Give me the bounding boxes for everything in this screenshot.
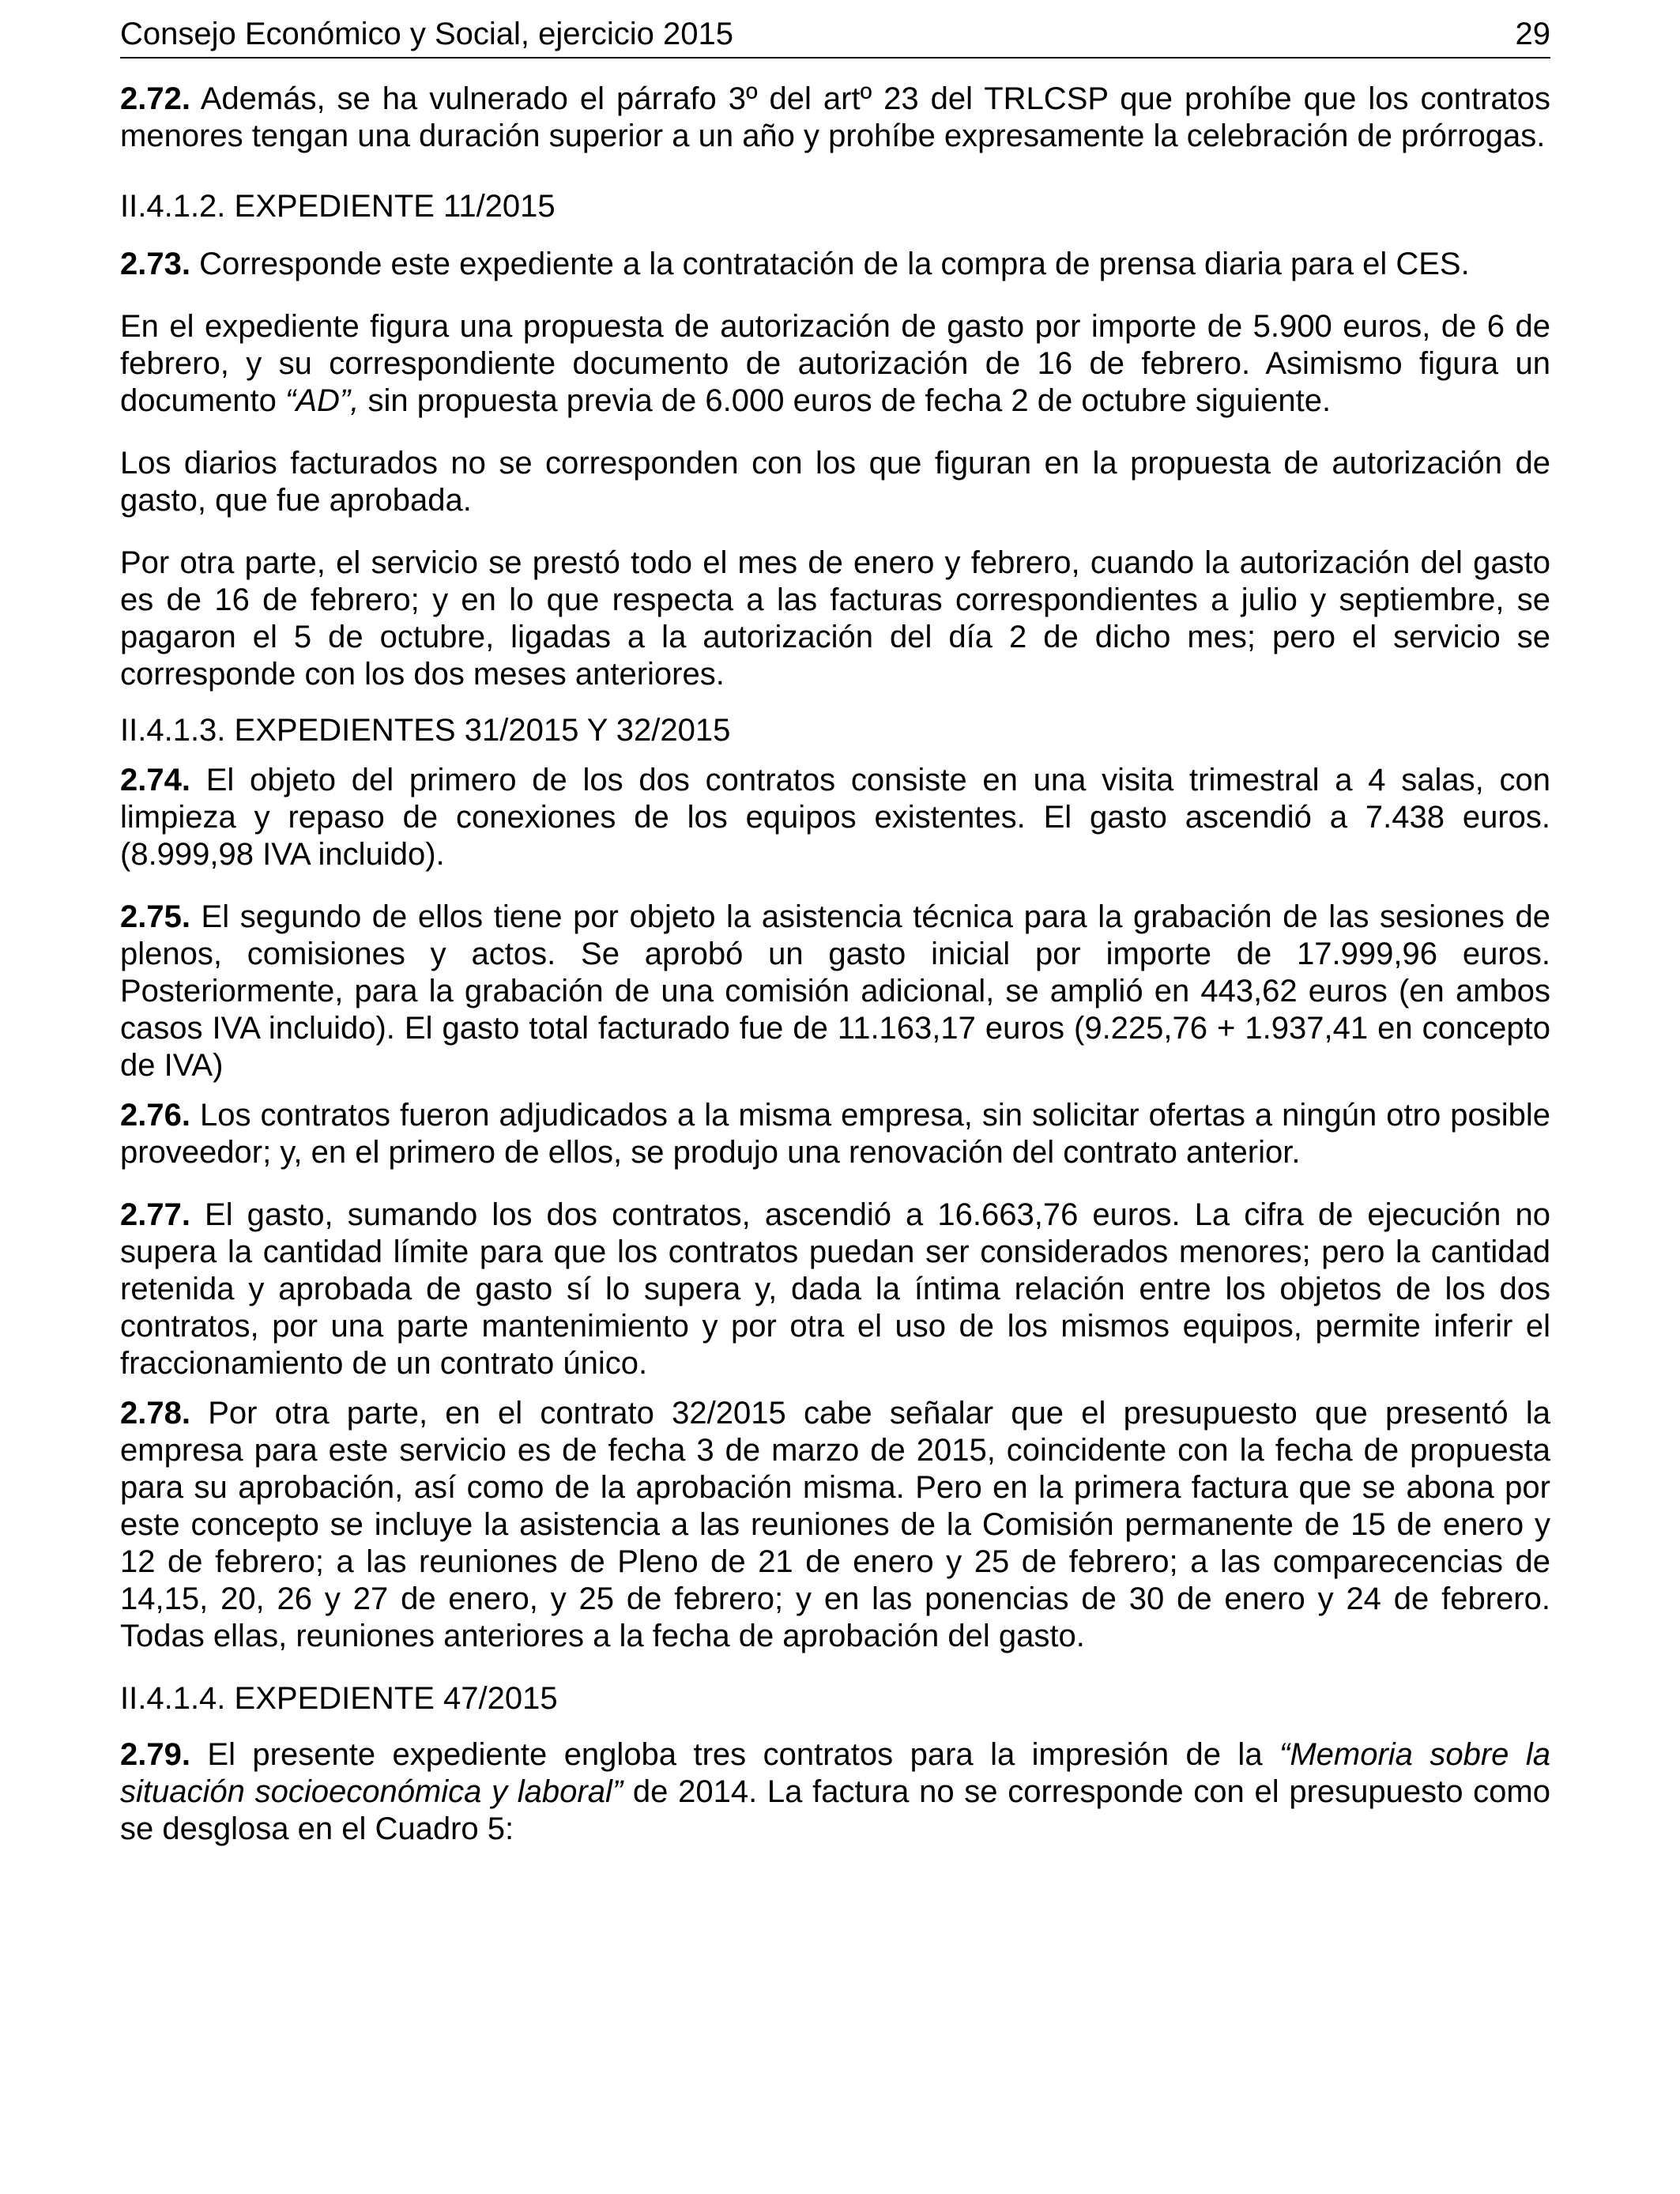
paragraph-text: El objeto del primero de los dos contratos consiste en una visita trimestral a 4 salas, con limpieza y repaso de conexiones de los equipos existentes. El gasto ascendió a 7.438 euros. (8.999,98 IVA incluido). xyxy=(120,763,1550,872)
paragraph-number: 2.73. xyxy=(120,247,190,281)
paragraph-text: Además, se ha vulnerado el párrafo 3º del artº 23 del TRLCSP que prohíbe que los contratos menores tengan una duración superior a un año y prohíbe expresamente la celebración de prórrogas. xyxy=(120,81,1550,153)
paragraph-text: En el expediente figura una propuesta de autorización de gasto por importe de 5.900 euros, de 6 de febrero, y su correspondiente documento de autorización de 16 de febrero. Asimismo figura un documento xyxy=(120,309,1550,418)
paragraph-text: Corresponde este expediente a la contratación de la compra de prensa diaria para el CES. xyxy=(190,247,1470,281)
header-title: Consejo Económico y Social, ejercicio 2015 xyxy=(120,17,733,51)
paragraph-2-79 xyxy=(120,1736,1550,1848)
paragraph-italic-text: “Memoria sobre la situación socioeconómica y laboral” xyxy=(120,1737,1550,1809)
paragraph-2-73-c: Los diarios facturados no se corresponden con los que figuran en la propuesta de autorización de gasto, que fue aprobada. xyxy=(120,446,1550,518)
paragraph-number: 2.72. xyxy=(120,81,190,116)
page-header xyxy=(120,14,1550,58)
paragraph-italic-text: “AD”, xyxy=(285,383,360,418)
paragraph-number: 2.77. xyxy=(120,1197,190,1232)
paragraph-2-77 xyxy=(120,1197,1550,1382)
paragraph-text: Por otra parte, en el contrato 32/2015 cabe señalar que el presupuesto que presentó la empresa para este servicio es de fecha 3 de marzo de 2015, coincidente con la fecha de propuesta para su aprobación, así como de la aprobación misma. Pero en la primera factura que se abona por este concepto se incluye la asistencia a las reuniones de la Comisión permanente de 15 de enero y 12 de febrero; a las reuniones de Pleno de 21 de enero y 25 de febrero; a las comparecencias de 14,15, 20, 26 y 27 de enero, y 25 de febrero; y en las ponencias de 30 de enero y 24 de febrero. Todas ellas, reuniones anteriores a la fecha de aprobación del gasto. xyxy=(120,1396,1550,1653)
paragraph-text: El gasto, sumando los dos contratos, ascendió a 16.663,76 euros. La cifra de ejecución no supera la cantidad límite para que los contratos puedan ser considerados menores; pero la cantidad retenida y aprobada de gasto sí lo supera y, dada la íntima relación entre los objetos de los dos contratos, por una parte mantenimiento y por otra el uso de los mismos equipos, permite inferir el fraccionamiento de un contrato único. xyxy=(120,1197,1550,1381)
paragraph-number: 2.75. xyxy=(120,899,190,934)
paragraph-text: sin propuesta previa de 6.000 euros de fecha 2 de octubre siguiente. xyxy=(359,383,1332,418)
paragraph-2-76 xyxy=(120,1097,1550,1171)
paragraph-text: El presente expediente engloba tres contratos para la impresión de la xyxy=(190,1737,1280,1772)
paragraph-2-74 xyxy=(120,762,1550,873)
paragraph-number: 2.78. xyxy=(120,1396,190,1431)
paragraph-number: 2.79. xyxy=(120,1737,190,1772)
paragraph-2-78 xyxy=(120,1395,1550,1655)
paragraph-2-73-d: Por otra parte, el servicio se prestó todo el mes de enero y febrero, cuando la autorización del gasto es de 16 de febrero; y en lo que respecta a las facturas correspondientes a julio y septiembre, se pagaron el 5 de octubre, ligadas a la autorización del día 2 de dicho mes; pero el servicio se corresponde con los dos meses anteriores. xyxy=(120,545,1550,692)
paragraph-2-72 xyxy=(120,81,1550,155)
paragraph-text: Los contratos fueron adjudicados a la misma empresa, sin solicitar ofertas a ningún otro posible proveedor; y, en el primero de ellos, se produjo una renovación del contrato anterior. xyxy=(120,1098,1550,1170)
document-body xyxy=(120,81,1550,1848)
paragraph-text: de 2014. La factura no se corresponde con el presupuesto como se desglosa en el Cuadro 5: xyxy=(120,1774,1550,1846)
page-number: 29 xyxy=(1515,17,1550,51)
section-heading-47-2015: II.4.1.4. EXPEDIENTE 47/2015 xyxy=(120,1681,558,1716)
section-heading-11-2015: II.4.1.2. EXPEDIENTE 11/2015 xyxy=(120,189,556,224)
paragraph-number: 2.74. xyxy=(120,763,190,797)
paragraph-text: El segundo de ellos tiene por objeto la asistencia técnica para la grabación de las sesiones de plenos, comisiones y actos. Se aprobó un gasto inicial por importe de 17.999,96 euros. Posteriormente, para la grabación de una comisión adicional, se amplió en 443,62 euros (en ambos casos IVA incluido). El gasto total facturado fue de 11.163,17 euros (9.225,76 + 1.937,41 en concepto de IVA) xyxy=(120,899,1550,1083)
paragraph-2-75 xyxy=(120,899,1550,1084)
paragraph-number: 2.76. xyxy=(120,1098,190,1133)
paragraph-2-73-b xyxy=(120,308,1550,420)
document-page xyxy=(120,14,1550,1848)
paragraph-2-73 xyxy=(120,246,1550,283)
section-heading-31-32-2015: II.4.1.3. EXPEDIENTES 31/2015 Y 32/2015 xyxy=(120,713,731,748)
